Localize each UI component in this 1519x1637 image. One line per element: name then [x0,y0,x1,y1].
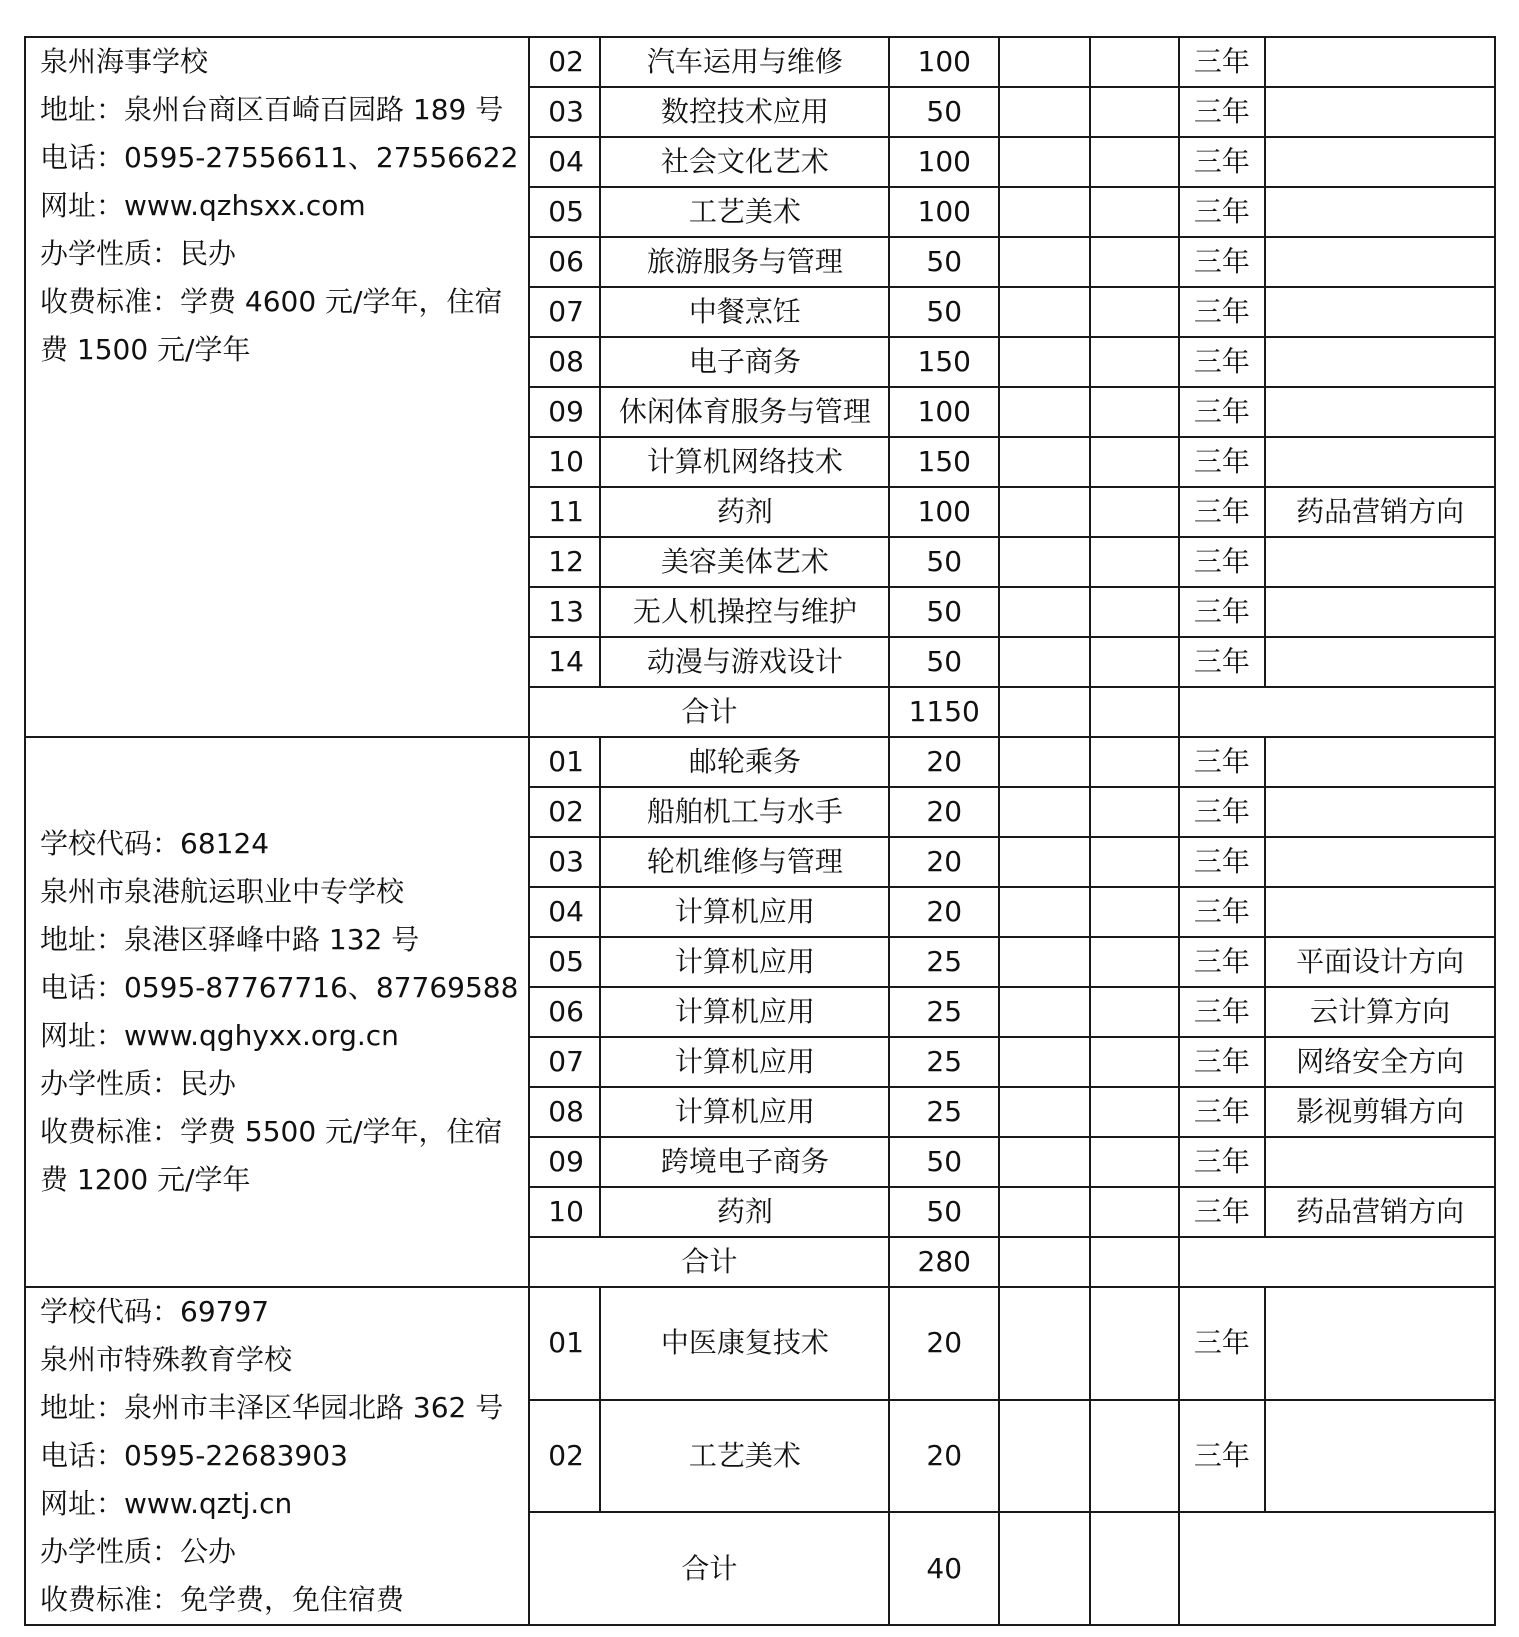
program-name: 计算机应用 [600,887,889,937]
program-duration: 三年 [1179,1137,1266,1187]
program-note [1265,637,1495,687]
program-name: 计算机应用 [600,987,889,1037]
program-quota: 25 [889,1087,999,1137]
program-quota: 100 [889,487,999,537]
blank-cell [999,887,1090,937]
program-code: 02 [529,787,600,837]
program-quota: 100 [889,37,999,87]
program-quota: 50 [889,587,999,637]
program-code: 05 [529,937,600,987]
program-duration: 三年 [1179,337,1266,387]
blank-cell [1090,387,1179,437]
program-code: 07 [529,287,600,337]
blank-cell [1090,1237,1179,1287]
program-duration: 三年 [1179,287,1266,337]
blank-cell [999,687,1090,737]
blank-cell [999,237,1090,287]
program-quota: 50 [889,237,999,287]
school-info-line: 收费标准：学费 5500 元/学年，住宿费 1200 元/学年 [40,1115,503,1196]
blank-cell [1090,587,1179,637]
program-code: 04 [529,137,600,187]
blank-cell [1090,287,1179,337]
blank-cell [1090,187,1179,237]
program-quota: 150 [889,437,999,487]
program-quota: 100 [889,187,999,237]
program-code: 01 [529,737,600,787]
program-quota: 20 [889,887,999,937]
blank-cell [999,787,1090,837]
blank-cell [1090,637,1179,687]
blank-cell [1090,1137,1179,1187]
program-name: 跨境电子商务 [600,1137,889,1187]
blank-cell [999,1512,1090,1625]
blank-cell [999,487,1090,537]
program-note [1265,237,1495,287]
program-quota: 150 [889,337,999,387]
program-code: 08 [529,337,600,387]
program-note [1265,137,1495,187]
program-duration: 三年 [1179,987,1266,1037]
program-quota: 20 [889,1287,999,1400]
program-name: 无人机操控与维护 [600,587,889,637]
total-label: 合计 [529,1237,889,1287]
blank-cell [1090,437,1179,487]
program-name: 旅游服务与管理 [600,237,889,287]
program-quota: 20 [889,837,999,887]
school-info-line: 泉州市泉港航运职业中专学校 [40,875,405,908]
program-note [1265,887,1495,937]
blank-cell [999,437,1090,487]
program-name: 汽车运用与维修 [600,37,889,87]
blank-cell [1090,1512,1179,1625]
program-code: 07 [529,1037,600,1087]
program-code: 10 [529,437,600,487]
blank-cell [1090,787,1179,837]
program-duration: 三年 [1179,537,1266,587]
program-duration: 三年 [1179,487,1266,537]
program-duration: 三年 [1179,1400,1266,1513]
program-name: 中餐烹饪 [600,287,889,337]
program-note [1265,337,1495,387]
school-info-line: 办学性质：民办 [40,1067,237,1100]
blank-cell [999,87,1090,137]
blank-cell [999,137,1090,187]
school-info-line: 学校代码：69797 [40,1295,270,1328]
program-note: 药品营销方向 [1265,487,1495,537]
program-name: 社会文化艺术 [600,137,889,187]
program-code: 06 [529,987,600,1037]
program-duration: 三年 [1179,437,1266,487]
program-name: 电子商务 [600,337,889,387]
total-label: 合计 [529,687,889,737]
blank-cell [1179,1237,1495,1287]
program-quota: 50 [889,287,999,337]
program-note [1265,187,1495,237]
program-duration: 三年 [1179,87,1266,137]
program-name: 计算机应用 [600,937,889,987]
blank-cell [1090,687,1179,737]
program-quota: 25 [889,1037,999,1087]
blank-cell [999,937,1090,987]
blank-cell [999,737,1090,787]
program-name: 药剂 [600,1187,889,1237]
program-note [1265,837,1495,887]
blank-cell [999,37,1090,87]
program-name: 美容美体艺术 [600,537,889,587]
blank-cell [999,187,1090,237]
program-note: 云计算方向 [1265,987,1495,1037]
program-code: 02 [529,1400,600,1513]
school-info-line: 网址：www.qztj.cn [40,1487,293,1520]
blank-cell [999,537,1090,587]
blank-cell [999,1400,1090,1513]
blank-cell [1090,1187,1179,1237]
school-info-line: 地址：泉州台商区百崎百园路 189 号 [40,93,504,126]
total-value: 280 [889,1237,999,1287]
blank-cell [999,587,1090,637]
program-name: 工艺美术 [600,1400,889,1513]
program-duration: 三年 [1179,1187,1266,1237]
program-note: 平面设计方向 [1265,937,1495,987]
program-duration: 三年 [1179,737,1266,787]
program-note [1265,287,1495,337]
program-name: 计算机应用 [600,1087,889,1137]
school-info-line: 收费标准：学费 4600 元/学年，住宿费 1500 元/学年 [40,285,503,366]
program-code: 04 [529,887,600,937]
program-note [1265,737,1495,787]
program-note [1265,1137,1495,1187]
school-info-cell [25,737,529,1287]
program-note [1265,437,1495,487]
school-info-line: 泉州市特殊教育学校 [40,1343,293,1376]
program-row [25,37,1495,87]
program-code: 05 [529,187,600,237]
program-note [1265,87,1495,137]
school-info-line: 网址：www.qzhsxx.com [40,189,366,222]
school-info-line: 学校代码：68124 [40,827,270,860]
blank-cell [999,1287,1090,1400]
total-value: 1150 [889,687,999,737]
program-quota: 20 [889,1400,999,1513]
school-info-line: 地址：泉州市丰泽区华园北路 362 号 [40,1391,504,1424]
program-duration: 三年 [1179,187,1266,237]
program-code: 01 [529,1287,600,1400]
program-name: 计算机网络技术 [600,437,889,487]
blank-cell [999,287,1090,337]
program-duration: 三年 [1179,587,1266,637]
program-duration: 三年 [1179,637,1266,687]
blank-cell [999,837,1090,887]
program-code: 06 [529,237,600,287]
program-duration: 三年 [1179,237,1266,287]
program-name: 药剂 [600,487,889,537]
program-quota: 50 [889,1187,999,1237]
blank-cell [1090,337,1179,387]
blank-cell [1179,1512,1495,1625]
program-code: 09 [529,1137,600,1187]
school-info-cell [25,1287,529,1625]
program-code: 12 [529,537,600,587]
program-name: 邮轮乘务 [600,737,889,787]
program-name: 船舶机工与水手 [600,787,889,837]
program-duration: 三年 [1179,137,1266,187]
program-duration: 三年 [1179,837,1266,887]
blank-cell [999,1037,1090,1087]
program-quota: 20 [889,787,999,837]
blank-cell [1090,537,1179,587]
blank-cell [1090,87,1179,137]
program-duration: 三年 [1179,787,1266,837]
program-name: 计算机应用 [600,1037,889,1087]
blank-cell [1090,987,1179,1037]
program-code: 14 [529,637,600,687]
program-quota: 50 [889,87,999,137]
program-quota: 25 [889,987,999,1037]
blank-cell [999,1137,1090,1187]
blank-cell [999,337,1090,387]
blank-cell [1090,887,1179,937]
program-code: 13 [529,587,600,637]
program-note [1265,1287,1495,1400]
school-info-line: 电话：0595-27556611、27556622 [40,141,519,174]
blank-cell [1090,737,1179,787]
program-note [1265,537,1495,587]
program-quota: 100 [889,137,999,187]
program-code: 03 [529,87,600,137]
school-info-line: 办学性质：公办 [40,1535,237,1568]
school-info-line: 收费标准：免学费，免住宿费 [40,1583,405,1616]
program-code: 10 [529,1187,600,1237]
blank-cell [999,1237,1090,1287]
blank-cell [1090,37,1179,87]
program-quota: 25 [889,937,999,987]
program-note [1265,787,1495,837]
program-duration: 三年 [1179,1087,1266,1137]
blank-cell [1179,687,1495,737]
blank-cell [1090,1400,1179,1513]
program-note: 网络安全方向 [1265,1037,1495,1087]
program-code: 03 [529,837,600,887]
program-quota: 50 [889,637,999,687]
blank-cell [1090,1037,1179,1087]
blank-cell [1090,1087,1179,1137]
blank-cell [999,1187,1090,1237]
program-name: 中医康复技术 [600,1287,889,1400]
program-name: 工艺美术 [600,187,889,237]
program-row [25,1287,1495,1400]
program-code: 09 [529,387,600,437]
blank-cell [1090,237,1179,287]
blank-cell [1090,1287,1179,1400]
program-note [1265,37,1495,87]
program-duration: 三年 [1179,1287,1266,1400]
enrollment-table [24,36,1496,1626]
school-info-line: 办学性质：民办 [40,237,237,270]
program-duration: 三年 [1179,37,1266,87]
program-code: 08 [529,1087,600,1137]
program-name: 数控技术应用 [600,87,889,137]
blank-cell [999,987,1090,1037]
program-quota: 100 [889,387,999,437]
school-info-line: 电话：0595-22683903 [40,1439,348,1472]
blank-cell [1090,137,1179,187]
total-label: 合计 [529,1512,889,1625]
blank-cell [1090,937,1179,987]
blank-cell [999,637,1090,687]
program-duration: 三年 [1179,1037,1266,1087]
program-quota: 50 [889,537,999,587]
school-info-line: 网址：www.qghyxx.org.cn [40,1019,399,1052]
school-info-cell [25,37,529,737]
blank-cell [999,1087,1090,1137]
program-name: 轮机维修与管理 [600,837,889,887]
program-quota: 20 [889,737,999,787]
program-note: 药品营销方向 [1265,1187,1495,1237]
blank-cell [1090,487,1179,537]
school-info-line: 电话：0595-87767716、87769588 [40,971,519,1004]
blank-cell [999,387,1090,437]
program-note [1265,387,1495,437]
program-note [1265,587,1495,637]
program-name: 动漫与游戏设计 [600,637,889,687]
program-quota: 50 [889,1137,999,1187]
school-info-line: 地址：泉港区驿峰中路 132 号 [40,923,420,956]
program-row [25,737,1495,787]
total-value: 40 [889,1512,999,1625]
program-code: 02 [529,37,600,87]
blank-cell [1090,837,1179,887]
program-name: 休闲体育服务与管理 [600,387,889,437]
program-duration: 三年 [1179,387,1266,437]
program-duration: 三年 [1179,937,1266,987]
program-code: 11 [529,487,600,537]
program-note: 影视剪辑方向 [1265,1087,1495,1137]
program-note [1265,1400,1495,1513]
school-info-line: 泉州海事学校 [40,45,209,78]
program-duration: 三年 [1179,887,1266,937]
